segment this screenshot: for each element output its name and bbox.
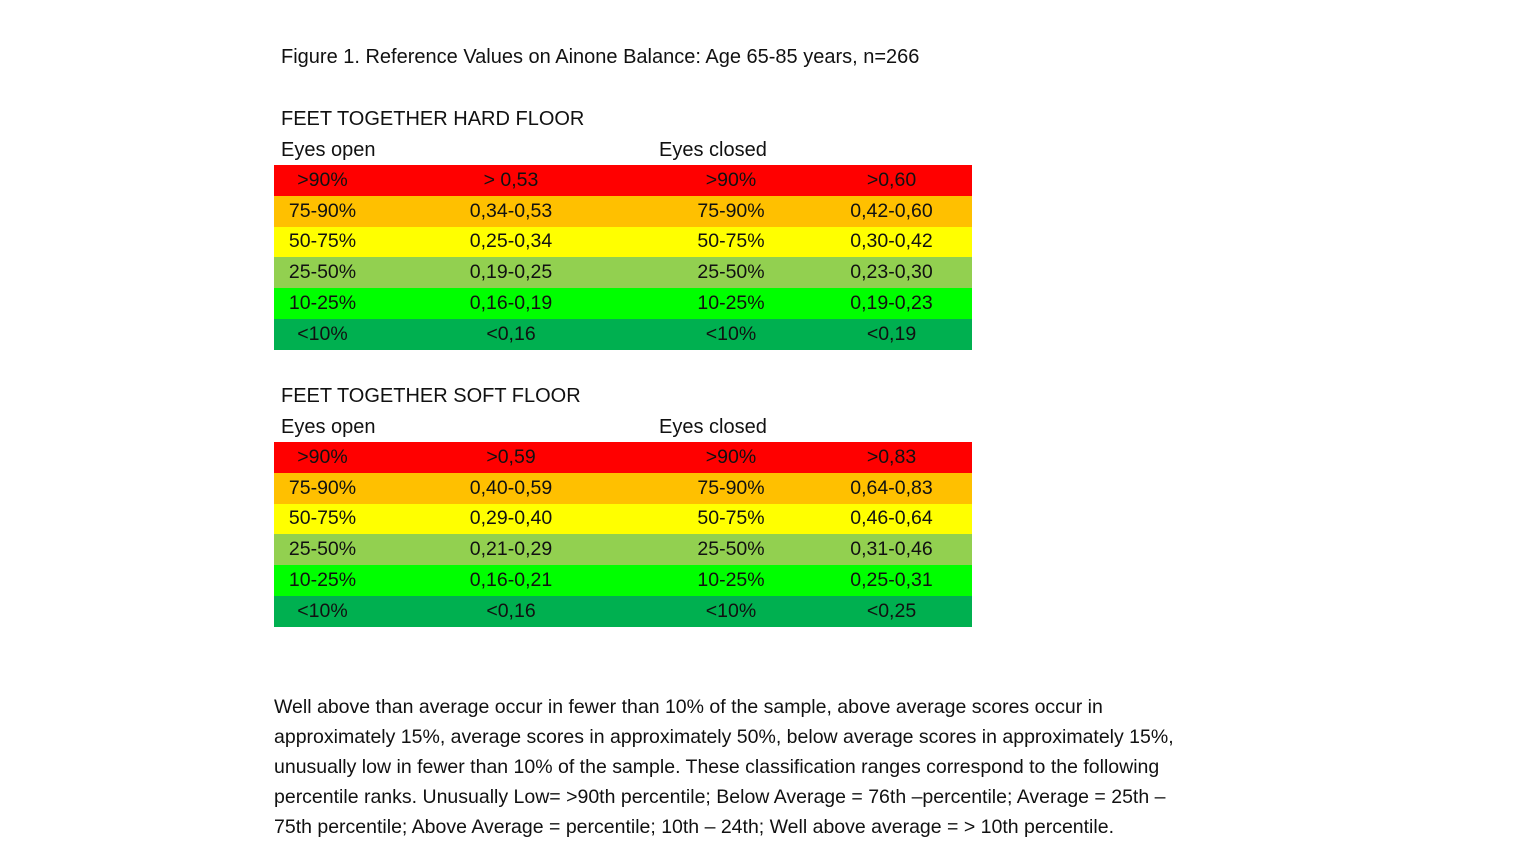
eyes-open-percentile-cell: 25-50%	[288, 261, 357, 284]
hard-floor-title: FEET TOGETHER HARD FLOOR	[281, 108, 585, 130]
eyes-open-value-cell: 0,16-0,21	[469, 569, 553, 592]
eyes-open-percentile-cell: <10%	[297, 599, 348, 622]
eyes-closed-value-cell: 0,23-0,30	[850, 261, 933, 284]
eyes-open-value-cell: > 0,53	[483, 168, 539, 191]
eyes-open-value-cell: <0,16	[486, 599, 536, 622]
eyes-closed-percentile-cell: >90%	[705, 168, 757, 191]
eyes-open-value-cell: 0,29-0,40	[469, 507, 553, 530]
eyes-closed-value-cell: <0,25	[866, 599, 917, 622]
footnote-line: percentile ranks. Unusually Low= >90th percentile; Below Average = 76th –percentile; Average = 25th –	[274, 786, 1166, 808]
eyes-open-value-cell: 0,21-0,29	[469, 538, 553, 561]
eyes-open-percentile-cell: 50-75%	[288, 230, 357, 253]
eyes-open-value-cell: 0,19-0,25	[469, 261, 553, 284]
eyes-open-percentile-cell: 75-90%	[288, 199, 357, 222]
footnote-line: unusually low in fewer than 10% of the sample. These classification ranges correspond to the following	[274, 756, 1160, 778]
table-row	[274, 257, 972, 288]
table-row	[274, 534, 972, 565]
eyes-closed-percentile-cell: 75-90%	[697, 476, 765, 499]
eyes-closed-percentile-cell: <10%	[705, 599, 757, 622]
hard-floor-table	[274, 165, 972, 350]
footnote-line: Well above than average occur in fewer than 10% of the sample, above average scores occur in	[274, 696, 1103, 718]
eyes-closed-percentile-cell: >90%	[705, 445, 757, 468]
eyes-closed-value-cell: 0,31-0,46	[850, 538, 933, 561]
eyes-open-percentile-cell: 25-50%	[288, 538, 357, 561]
eyes-closed-value-cell: <0,19	[866, 322, 917, 345]
figure-title: Figure 1. Reference Values on Ainone Balance: Age 65-85 years, n=266	[281, 46, 920, 68]
table-row	[274, 165, 972, 196]
eyes-closed-percentile-cell: <10%	[705, 322, 757, 345]
footnote	[274, 692, 1234, 842]
eyes-closed-value-cell: 0,46-0,64	[850, 507, 933, 530]
table-row	[274, 319, 972, 350]
eyes-closed-value-cell: 0,25-0,31	[850, 569, 933, 592]
table-row	[274, 596, 972, 627]
eyes-closed-percentile-cell: 25-50%	[697, 261, 765, 284]
hard-floor-eyes-closed-label: Eyes closed	[659, 139, 767, 161]
eyes-closed-value-cell: 0,42-0,60	[850, 199, 933, 222]
eyes-closed-percentile-cell: 10-25%	[697, 292, 765, 315]
eyes-open-percentile-cell: 50-75%	[288, 507, 357, 530]
eyes-closed-percentile-cell: 50-75%	[697, 507, 765, 530]
table-row	[274, 196, 972, 227]
eyes-closed-value-cell: 0,64-0,83	[850, 476, 933, 499]
eyes-open-percentile-cell: 10-25%	[288, 569, 357, 592]
table-row	[274, 288, 972, 319]
table-row	[274, 565, 972, 596]
table-row	[274, 473, 972, 504]
soft-floor-table	[274, 442, 972, 627]
eyes-open-value-cell: >0,59	[486, 445, 536, 468]
eyes-open-value-cell: <0,16	[486, 322, 536, 345]
footnote-line: 75th percentile; Above Average = percentile; 10th – 24th; Well above average = > 10th percentile.	[274, 816, 1114, 838]
eyes-open-percentile-cell: 10-25%	[288, 292, 357, 315]
table-row	[274, 227, 972, 258]
soft-floor-title: FEET TOGETHER SOFT FLOOR	[281, 385, 581, 407]
eyes-open-percentile-cell: >90%	[297, 445, 348, 468]
eyes-open-percentile-cell: 75-90%	[288, 476, 357, 499]
eyes-open-percentile-cell: >90%	[297, 168, 348, 191]
eyes-closed-value-cell: 0,19-0,23	[850, 292, 933, 315]
table-row	[274, 504, 972, 535]
eyes-open-value-cell: 0,34-0,53	[469, 199, 553, 222]
eyes-closed-percentile-cell: 25-50%	[697, 538, 765, 561]
eyes-closed-percentile-cell: 10-25%	[697, 569, 765, 592]
eyes-closed-value-cell: >0,83	[866, 445, 917, 468]
soft-floor-eyes-open-label: Eyes open	[281, 416, 376, 438]
eyes-closed-percentile-cell: 50-75%	[697, 230, 765, 253]
eyes-closed-value-cell: >0,60	[866, 168, 917, 191]
table-row	[274, 442, 972, 473]
eyes-open-percentile-cell: <10%	[297, 322, 348, 345]
eyes-closed-value-cell: 0,30-0,42	[850, 230, 933, 253]
eyes-open-value-cell: 0,25-0,34	[469, 230, 553, 253]
hard-floor-eyes-open-label: Eyes open	[281, 139, 376, 161]
eyes-closed-percentile-cell: 75-90%	[697, 199, 765, 222]
footnote-line: approximately 15%, average scores in approximately 50%, below average scores in approximately 15%,	[274, 726, 1174, 748]
soft-floor-eyes-closed-label: Eyes closed	[659, 416, 767, 438]
eyes-open-value-cell: 0,16-0,19	[469, 292, 553, 315]
eyes-open-value-cell: 0,40-0,59	[469, 476, 553, 499]
